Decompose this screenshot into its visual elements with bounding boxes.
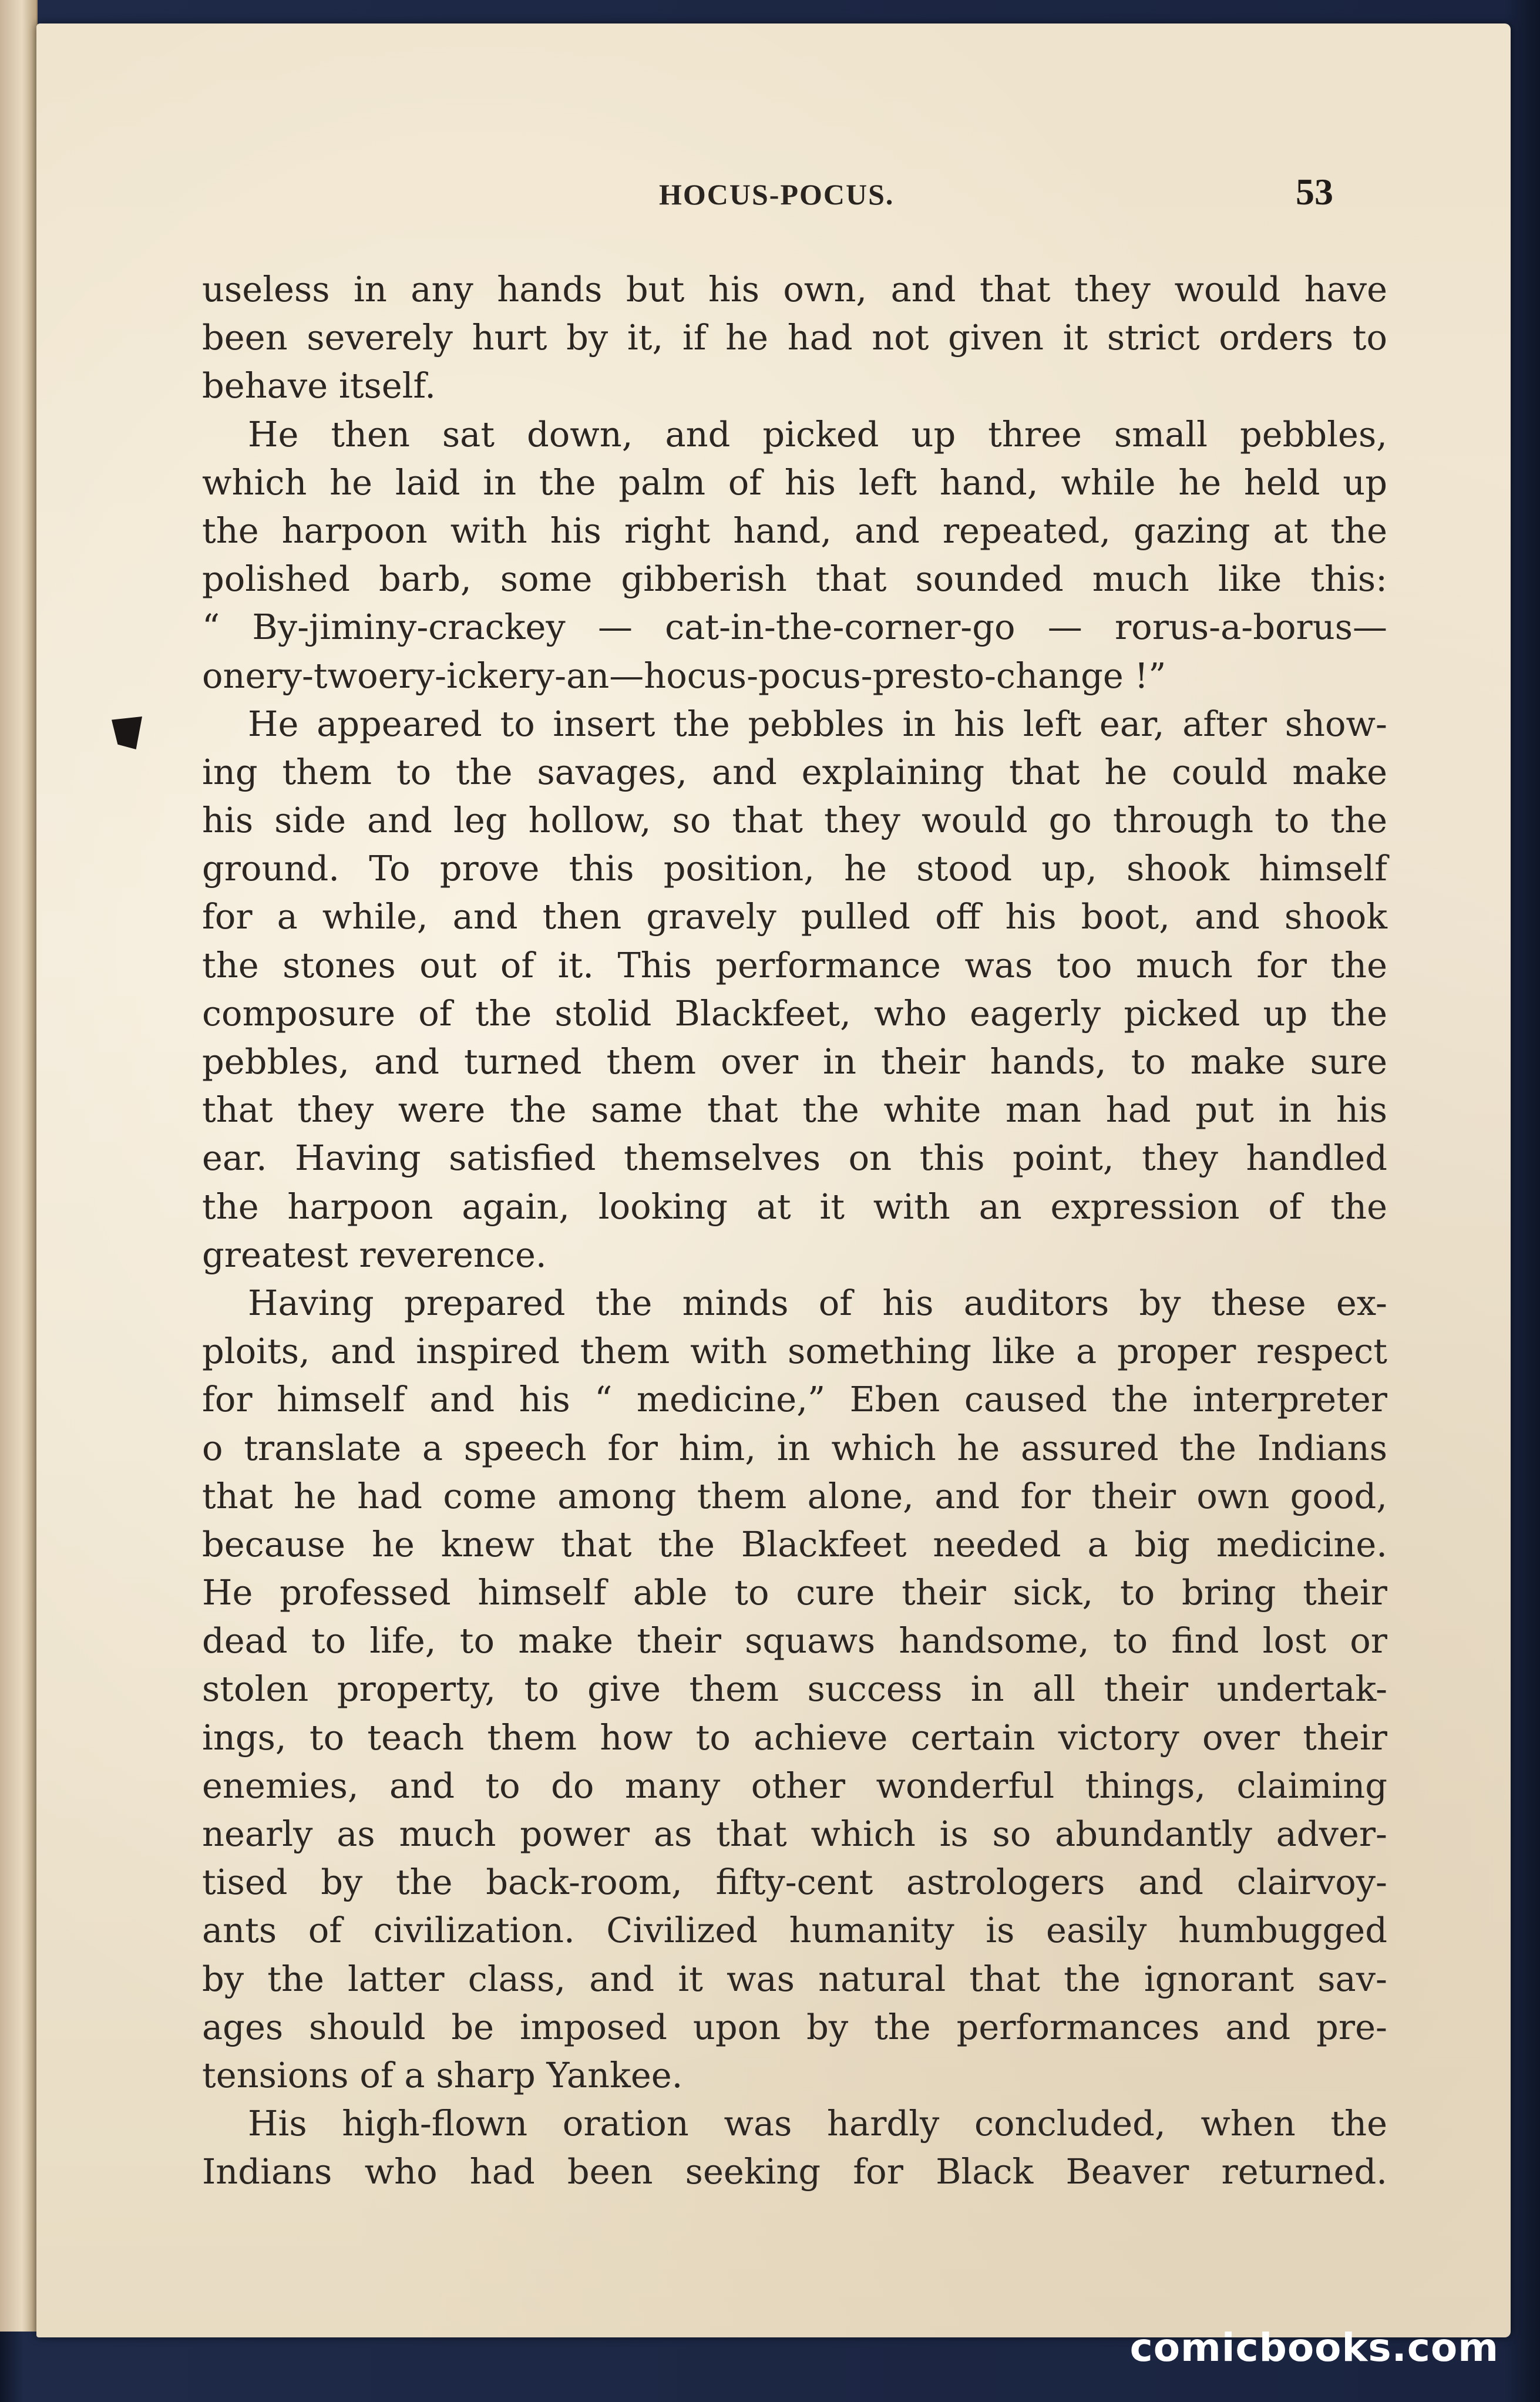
text-line: polished barb, some gibberish that sounded much like this:: [202, 559, 1387, 600]
watermark: comicbooks.com: [1129, 2325, 1499, 2370]
text-line: the harpoon again, looking at it with an expression of the: [202, 1186, 1387, 1227]
text-line: o translate a speech for him, in which he assured the Indians: [202, 1427, 1387, 1468]
page-header: [36, 164, 1511, 217]
text-line: been severely hurt by it, if he had not given it strict orders to: [202, 317, 1387, 358]
text-line: ground. To prove this position, he stood up, shook himself: [202, 848, 1387, 889]
book-page: [36, 23, 1511, 2337]
text-line: dead to life, to make their squaws handsome, to find lost or: [202, 1620, 1387, 1661]
text-line: which he laid in the palm of his left hand, while he held up: [202, 462, 1387, 503]
text-line: “ By-jiminy-crackey — cat-in-the-corner-go — rorus-a-borus—: [202, 607, 1387, 648]
text-line: the harpoon with his right hand, and repeated, gazing at the: [202, 510, 1387, 551]
text-line: for a while, and then gravely pulled off his boot, and shook: [202, 896, 1387, 937]
text-line: tised by the back-room, fifty-cent astrologers and clairvoy-: [202, 1862, 1387, 1903]
text-line: the stones out of it. This performance was too much for the: [202, 944, 1387, 985]
text-line: ings, to teach them how to achieve certain victory over their: [202, 1717, 1387, 1758]
text-line: Having prepared the minds of his auditors by these ex-: [248, 1282, 1387, 1323]
text-line: that he had come among them alone, and for their own good,: [202, 1475, 1387, 1516]
text-line: useless in any hands but his own, and that they would have: [202, 269, 1387, 309]
text-line: tensions of a sharp Yankee.: [202, 2054, 683, 2095]
running-head: HOCUS-POCUS.: [659, 178, 895, 211]
text-line: He professed himself able to cure their sick, to bring their: [202, 1572, 1387, 1613]
text-line: enemies, and to do many other wonderful things, claiming: [202, 1765, 1387, 1806]
text-line: nearly as much power as that which is so abundantly adver-: [202, 1814, 1387, 1854]
text-line: by the latter class, and it was natural that the ignorant sav-: [202, 1958, 1387, 1999]
margin-ink-mark: [112, 716, 142, 749]
text-line: Indians who had been seeking for Black Beaver returned.: [202, 2151, 1387, 2192]
text-line: onery-twoery-ickery-an—hocus-pocus-presto-change !”: [202, 655, 1166, 696]
text-line: his side and leg hollow, so that they would go through to the: [202, 800, 1387, 841]
text-line: stolen property, to give them success in all their undertak-: [202, 1668, 1387, 1710]
text-line: that they were the same that the white man had put in his: [202, 1089, 1387, 1131]
page-number: 53: [1296, 171, 1333, 213]
text-line: ages should be imposed upon by the performances and pre-: [202, 2006, 1387, 2047]
text-line: behave itself.: [202, 365, 436, 406]
text-line: ants of civilization. Civilized humanity is easily humbugged: [202, 1910, 1387, 1951]
text-line: greatest reverence.: [202, 1234, 547, 1275]
text-line: pebbles, and turned them over in their hands, to make sure: [202, 1041, 1387, 1082]
text-line: He appeared to insert the pebbles in his left ear, after show-: [248, 703, 1387, 744]
text-line: ploits, and inspired them with something like a proper respect: [202, 1331, 1387, 1372]
text-line: composure of the stolid Blackfeet, who eagerly picked up the: [202, 993, 1387, 1034]
text-line: for himself and his “ medicine,” Eben caused the interpreter: [202, 1379, 1387, 1420]
text-line: He then sat down, and picked up three small pebbles,: [248, 413, 1387, 455]
previous-page-edge: [0, 0, 38, 2332]
text-line: ear. Having satisfied themselves on this point, they handled: [202, 1138, 1387, 1179]
text-line: because he knew that the Blackfeet needed a big medicine.: [202, 1523, 1387, 1565]
text-line: ing them to the savages, and explaining that he could make: [202, 751, 1387, 792]
text-line: His high-flown oration was hardly concluded, when the: [248, 2103, 1387, 2144]
body-text: [202, 265, 1387, 2196]
